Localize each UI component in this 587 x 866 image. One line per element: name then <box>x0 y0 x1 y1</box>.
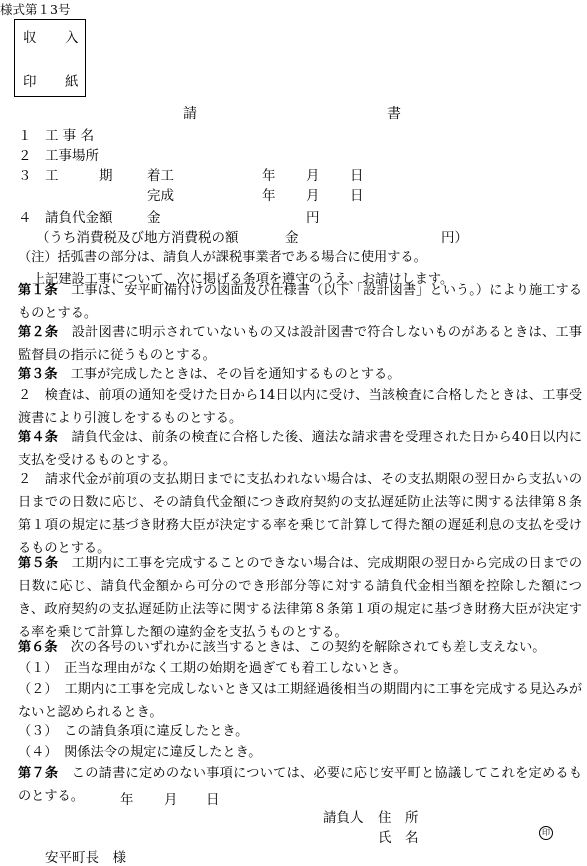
sub-item-label: （２） <box>18 682 52 697</box>
name-label: 氏 名 <box>378 830 419 846</box>
article-text: この請書に定めのない事項については、必要に応じ安平町と協議してこれを定めるものとする。 <box>18 766 583 804</box>
item-number: ２ <box>18 148 32 164</box>
article-text: 工期内に工事を完成することのできない場合は、完成期限の翌日から完成の日までの日数に応じ、請負代金額から可分のでき形部分等に対する請負代金相当額を控除した額につき、政府契約の支払遅延防止法等に関する法律第８条第１項の規定に基づき財務大臣が決定する率を乗じて計算した額の違約金を支払うものとする。 <box>18 556 583 640</box>
article-text: 工事は、安平町備付けの図面及び仕様書（以下「設計図書」という。）により施工するものとする。 <box>18 283 583 321</box>
article-paragraph <box>18 468 582 560</box>
article-text: 正当な理由がなく工期の始期を過ぎても着工しないとき。 <box>64 661 407 676</box>
form-number: 様式第１3号 <box>0 2 71 17</box>
sub-item-label: （１） <box>18 661 51 676</box>
article <box>18 636 582 659</box>
sub-item <box>18 678 582 724</box>
sub-item-label: （３） <box>18 724 51 739</box>
tax-yen-label: 円） <box>441 230 468 246</box>
sub-item <box>18 657 582 680</box>
article <box>18 363 582 386</box>
intro-text: 上記建設工事について、次に掲げる条項を遵守のうえ、お請けします。 <box>32 272 454 287</box>
article <box>18 321 582 367</box>
date-day-label: 日 <box>206 792 220 808</box>
period-start-label: 着工 <box>147 168 174 184</box>
paragraph-label: ２ <box>18 388 32 403</box>
article-text: 関係法令の規定に違反したとき。 <box>64 745 262 760</box>
article-text: 設計図書に明示されていないもの又は設計図書で符合しないものがあるときは、工事監督員の指示に従うものとする。 <box>18 325 583 363</box>
date-month-label: 月 <box>164 792 178 808</box>
document-title-left: 請 <box>183 106 197 122</box>
article-label: 第５条 <box>18 556 59 571</box>
article <box>18 762 582 808</box>
article-text: 検査は、前項の通知を受けた日から14日以内に受け、当該検査に合格したときは、工事受渡書により引渡しをするものとする。 <box>18 388 583 426</box>
seal-mark: 印 <box>539 826 553 840</box>
stamp-text: 入 <box>65 30 79 46</box>
article-text: 工事が完成したときは、その旨を通知するものとする。 <box>70 367 401 382</box>
article-label: 第４条 <box>18 430 59 445</box>
stamp-text: 印 <box>23 74 37 90</box>
paragraph-label: ２ <box>18 472 32 487</box>
article <box>18 279 582 325</box>
day-label: 日 <box>350 168 364 184</box>
stamp-text: 収 <box>23 30 37 46</box>
article-text: 次の各号のいずれかに該当するときは、この契約を解除されても差し支えない。 <box>70 640 546 655</box>
field-label-period: 工 期 <box>45 168 113 184</box>
article <box>18 426 582 472</box>
amount-yen-label: 円 <box>306 210 320 226</box>
field-label-project-site: 工事場所 <box>45 148 99 164</box>
article-label: 第２条 <box>18 325 59 340</box>
year-label: 年 <box>262 188 276 204</box>
field-label-project-name: 工 事 名 <box>45 128 95 144</box>
date-year-label: 年 <box>120 792 134 808</box>
stamp-text: 紙 <box>65 74 79 90</box>
tax-amount-line: （うち消費税及び地方消費税の額 <box>36 230 239 246</box>
field-label-contract-amount: 請負代金額 <box>45 210 113 226</box>
tax-note: （注）括弧書の部分は、請負人が課税事業者である場合に使用する。 <box>18 250 427 265</box>
article-text: この請負条項に違反したとき。 <box>64 724 249 739</box>
document-title-right: 書 <box>387 106 401 122</box>
tax-kin-label: 金 <box>285 230 299 246</box>
item-number: ３ <box>18 168 32 184</box>
article-label: 第１条 <box>18 283 58 298</box>
article-text: 請求代金が前項の支払期日までに支払われない場合は、その支払期限の翌日から支払いの日までの日数に応じ、その請負代金額につき政府契約の支払遅延防止法等に関する法律第８条第１項の規定に基づき財務大臣が決定する率を乗じて計算して得た額の遅延利息の支払を受けるものとする。 <box>18 472 583 556</box>
article <box>18 552 582 644</box>
sub-item <box>18 720 582 743</box>
year-label: 年 <box>262 168 276 184</box>
sub-item <box>18 741 582 764</box>
month-label: 月 <box>306 188 320 204</box>
amount-kin-label: 金 <box>147 210 161 226</box>
contractor-label: 請負人 <box>323 810 364 826</box>
article-paragraph <box>18 384 582 430</box>
item-number: ４ <box>18 210 32 226</box>
addressee: 安平町長 様 <box>45 850 126 866</box>
day-label: 日 <box>350 188 364 204</box>
period-end-label: 完成 <box>147 188 174 204</box>
item-number: １ <box>18 128 32 144</box>
article-text: 工期内に工事を完成しないとき又は工期経過後相当の期間内に工事を完成する見込みがないと認められるとき。 <box>18 682 583 720</box>
address-label: 住 所 <box>378 810 419 826</box>
article-label: 第３条 <box>18 367 58 382</box>
revenue-stamp-box <box>14 19 86 97</box>
month-label: 月 <box>306 168 320 184</box>
article-label: 第６条 <box>18 640 58 655</box>
sub-item-label: （４） <box>18 745 51 760</box>
article-label: 第７条 <box>18 766 59 781</box>
article-text: 請負代金は、前条の検査に合格した後、適法な請求書を受理された日から40日以内に支払を受けるものとする。 <box>18 430 583 468</box>
